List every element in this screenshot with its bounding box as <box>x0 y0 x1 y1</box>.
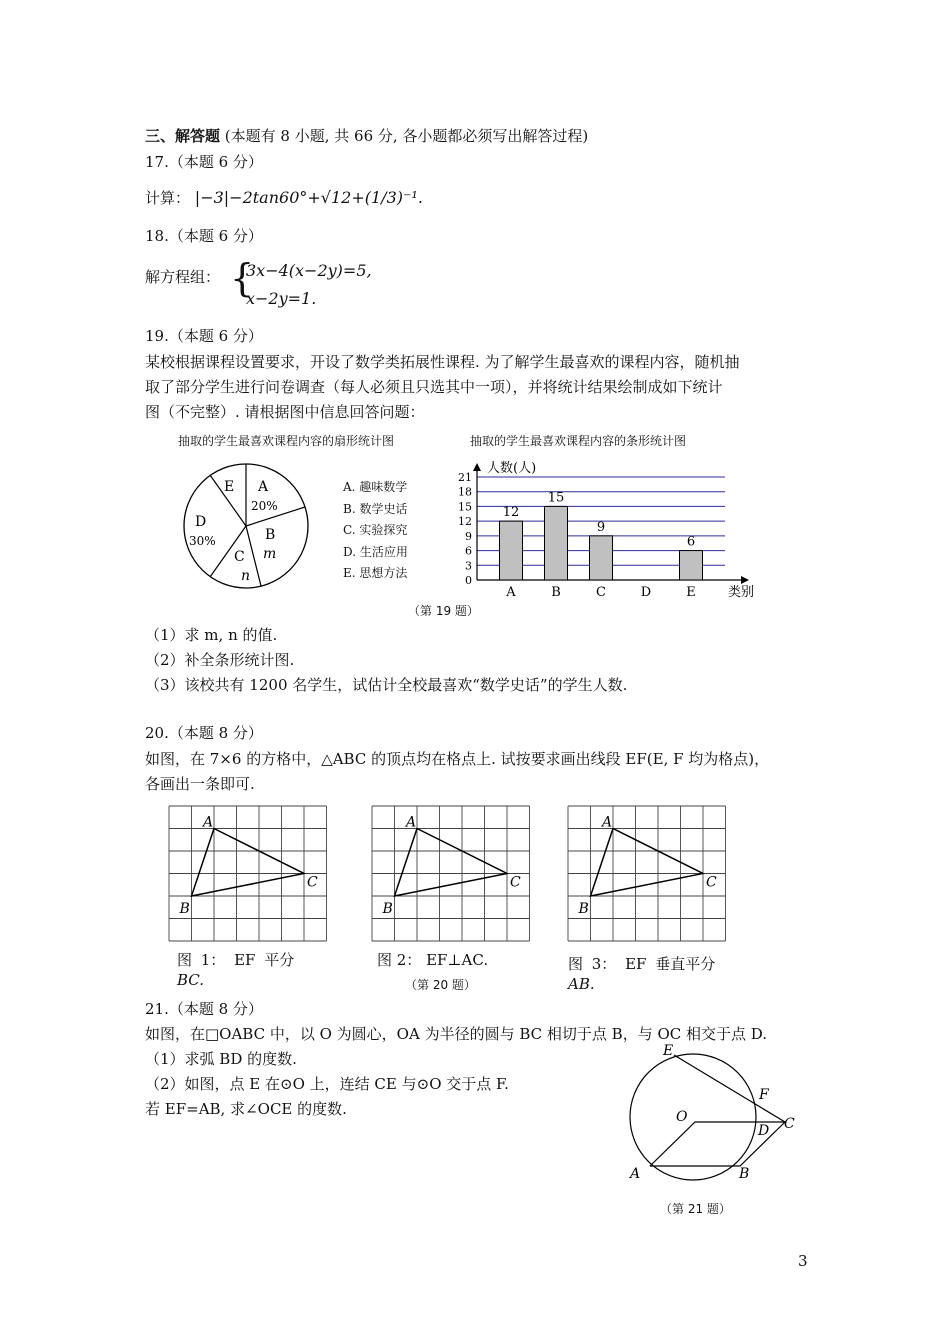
pie-label-e: E <box>224 479 235 495</box>
q21-line-4: 若 EF=AB, 求∠OCE 的度数. <box>145 1100 347 1118</box>
q19-para-2: 取了部分学生进行问卷调查（每人必须且只选其中一项），并将统计结果绘制成如下统计 <box>145 378 723 396</box>
section-note: (本题有 8 小题, 共 66 分, 各小题都必须写出解答过程) <box>224 127 589 145</box>
pie-label-d: D <box>195 514 207 530</box>
vertex-label-b: B <box>578 901 589 917</box>
x-tick-label-e: E <box>686 585 696 600</box>
q19-para-3: 图（不完整）. 请根据图中信息回答问题： <box>145 403 425 421</box>
label-o: O <box>676 1109 688 1125</box>
pie-legend <box>343 477 408 585</box>
page-number: 3 <box>798 1252 808 1270</box>
q21-line-3: （2）如图，点 E 在⊙O 上，连结 CE 与⊙O 交于点 F. <box>145 1075 509 1093</box>
y-tick-label-18: 18 <box>458 485 472 499</box>
y-tick-label-21: 21 <box>458 471 472 484</box>
q19-sub-1: （1）求 m, n 的值. <box>145 626 278 644</box>
label-b: B <box>739 1166 750 1182</box>
y-tick-label-6: 6 <box>465 544 472 558</box>
data-label-e: 6 <box>686 534 696 550</box>
legend-item-a: A. 趣味数学 <box>343 480 408 494</box>
pie-label-c-var: n <box>241 568 251 584</box>
data-label-a: 12 <box>502 505 520 521</box>
section-header <box>145 125 588 147</box>
q21-line-1: 如图，在□OABC 中，以 O 为圆心，OA 为半径的圆与 BC 相切于点 B，与 OC 相交于点 D. <box>145 1025 768 1043</box>
q21-header: 21.（本题 8 分） <box>145 1000 263 1018</box>
q20-para-1: 如图，在 7×6 的方格中，△ABC 的顶点均在格点上. 试按要求画出线段 EF(E, F 均为格点)， <box>145 750 770 768</box>
bar-chart-title: 抽取的学生最喜欢课程内容的条形统计图 <box>470 434 687 448</box>
fig3-caption-2: AB. <box>568 975 595 993</box>
pie-label-c: C <box>234 549 245 565</box>
bar-a <box>500 521 523 580</box>
y-tick-label-9: 9 <box>465 529 472 543</box>
q18-eq1: 3x−4(x−2y)=5, <box>246 261 372 280</box>
label-f: F <box>759 1087 769 1103</box>
data-label-b: 15 <box>547 490 565 506</box>
bar-c <box>590 536 613 580</box>
label-e: E <box>663 1043 674 1059</box>
q18-header: 18.（本题 6 分） <box>145 227 263 245</box>
vertex-label-c: C <box>510 874 521 891</box>
q17-expression: |−3|−2tan60°+√12+(1/3)⁻¹. <box>194 188 423 207</box>
legend-item-d: D. 生活应用 <box>343 544 408 559</box>
pie-chart <box>170 460 320 595</box>
q19-para-1: 某校根据课程设置要求，开设了数学类拓展性课程. 为了解学生最喜欢的课程内容，随机抽 <box>145 353 740 371</box>
q19-caption: （第 19 题） <box>408 604 479 618</box>
x-axis-arrow <box>741 576 749 584</box>
bar-chart <box>440 455 770 605</box>
y-tick-label-15: 15 <box>458 500 472 514</box>
y-tick-label-3: 3 <box>465 559 472 573</box>
q20-header: 20.（本题 8 分） <box>145 724 263 742</box>
q21-circle-figure <box>615 1035 805 1195</box>
q21-caption: （第 21 题） <box>660 1202 731 1216</box>
pie-label-a: A <box>258 479 269 495</box>
vertex-label-a: A <box>602 814 613 831</box>
q19-sub-2: （2）补全条形统计图. <box>145 651 295 669</box>
vertex-label-b: B <box>179 901 190 917</box>
q21-line-2: （1）求弧 BD 的度数. <box>145 1050 297 1068</box>
y-axis-label: 人数(人) <box>487 461 537 476</box>
y-axis-arrow <box>473 463 481 471</box>
fig1-caption-1: 图 1： EF 平分 <box>177 951 295 969</box>
triangle-abc <box>395 829 508 897</box>
q20-grid-figure-3 <box>564 803 734 945</box>
q20-grid-figure-2 <box>368 803 538 945</box>
x-tick-label-d: D <box>640 585 652 600</box>
x-tick-label-c: C <box>596 585 606 600</box>
q19-header: 19.（本题 6 分） <box>145 327 263 345</box>
circle-o <box>630 1054 756 1180</box>
q18-prefix: 解方程组： <box>145 268 221 286</box>
q18-brace: { <box>230 256 255 300</box>
pie-label-b: B <box>265 527 276 543</box>
y-tick-label-12: 12 <box>458 515 472 529</box>
y-tick-label-0: 0 <box>465 574 472 587</box>
vertex-label-c: C <box>706 874 717 891</box>
fig3-caption-1: 图 3： EF 垂直平分 <box>568 955 716 973</box>
triangle-abc <box>591 829 704 897</box>
label-a: A <box>630 1166 641 1182</box>
q20-caption: （第 20 题） <box>405 978 476 992</box>
vertex-label-a: A <box>203 814 214 831</box>
vertex-label-a: A <box>406 814 417 831</box>
q20-para-2: 各画出一条即可. <box>145 775 255 793</box>
bar-b <box>545 506 568 580</box>
legend-item-b: B. 数学史话 <box>343 501 408 516</box>
x-axis-label: 类别 <box>728 585 755 600</box>
fig2-caption: 图 2： EF⊥AC. <box>377 951 489 969</box>
x-tick-label-b: B <box>551 585 561 600</box>
q17-header: 17.（本题 6 分） <box>145 153 263 171</box>
fig1-caption-2: BC. <box>177 971 205 989</box>
data-label-c: 9 <box>596 519 606 535</box>
q18-eq2: x−2y=1. <box>246 289 317 308</box>
label-d: D <box>758 1123 770 1139</box>
legend-item-e: E. 思想方法 <box>343 566 408 580</box>
pie-label-b-var: m <box>263 546 277 562</box>
pie-label-d-pct: 30% <box>189 534 216 548</box>
section-heading: 三、解答题 <box>145 127 221 145</box>
x-tick-label-a: A <box>506 585 516 600</box>
pie-label-a-pct: 20% <box>251 499 278 513</box>
bar-e <box>680 551 703 580</box>
vertex-label-b: B <box>382 901 393 917</box>
q17-prefix: 计算： <box>145 189 191 207</box>
q19-sub-3: （3）该校共有 1200 名学生，试估计全校最喜欢“数学史话”的学生人数. <box>145 676 628 694</box>
triangle-abc <box>192 829 305 897</box>
legend-item-c: C. 实验探究 <box>343 523 408 537</box>
vertex-label-c: C <box>307 874 318 891</box>
q17-body <box>145 187 423 209</box>
pie-chart-title: 抽取的学生最喜欢课程内容的扇形统计图 <box>178 434 395 448</box>
q20-grid-figure-1 <box>165 803 335 945</box>
label-c: C <box>784 1116 795 1132</box>
